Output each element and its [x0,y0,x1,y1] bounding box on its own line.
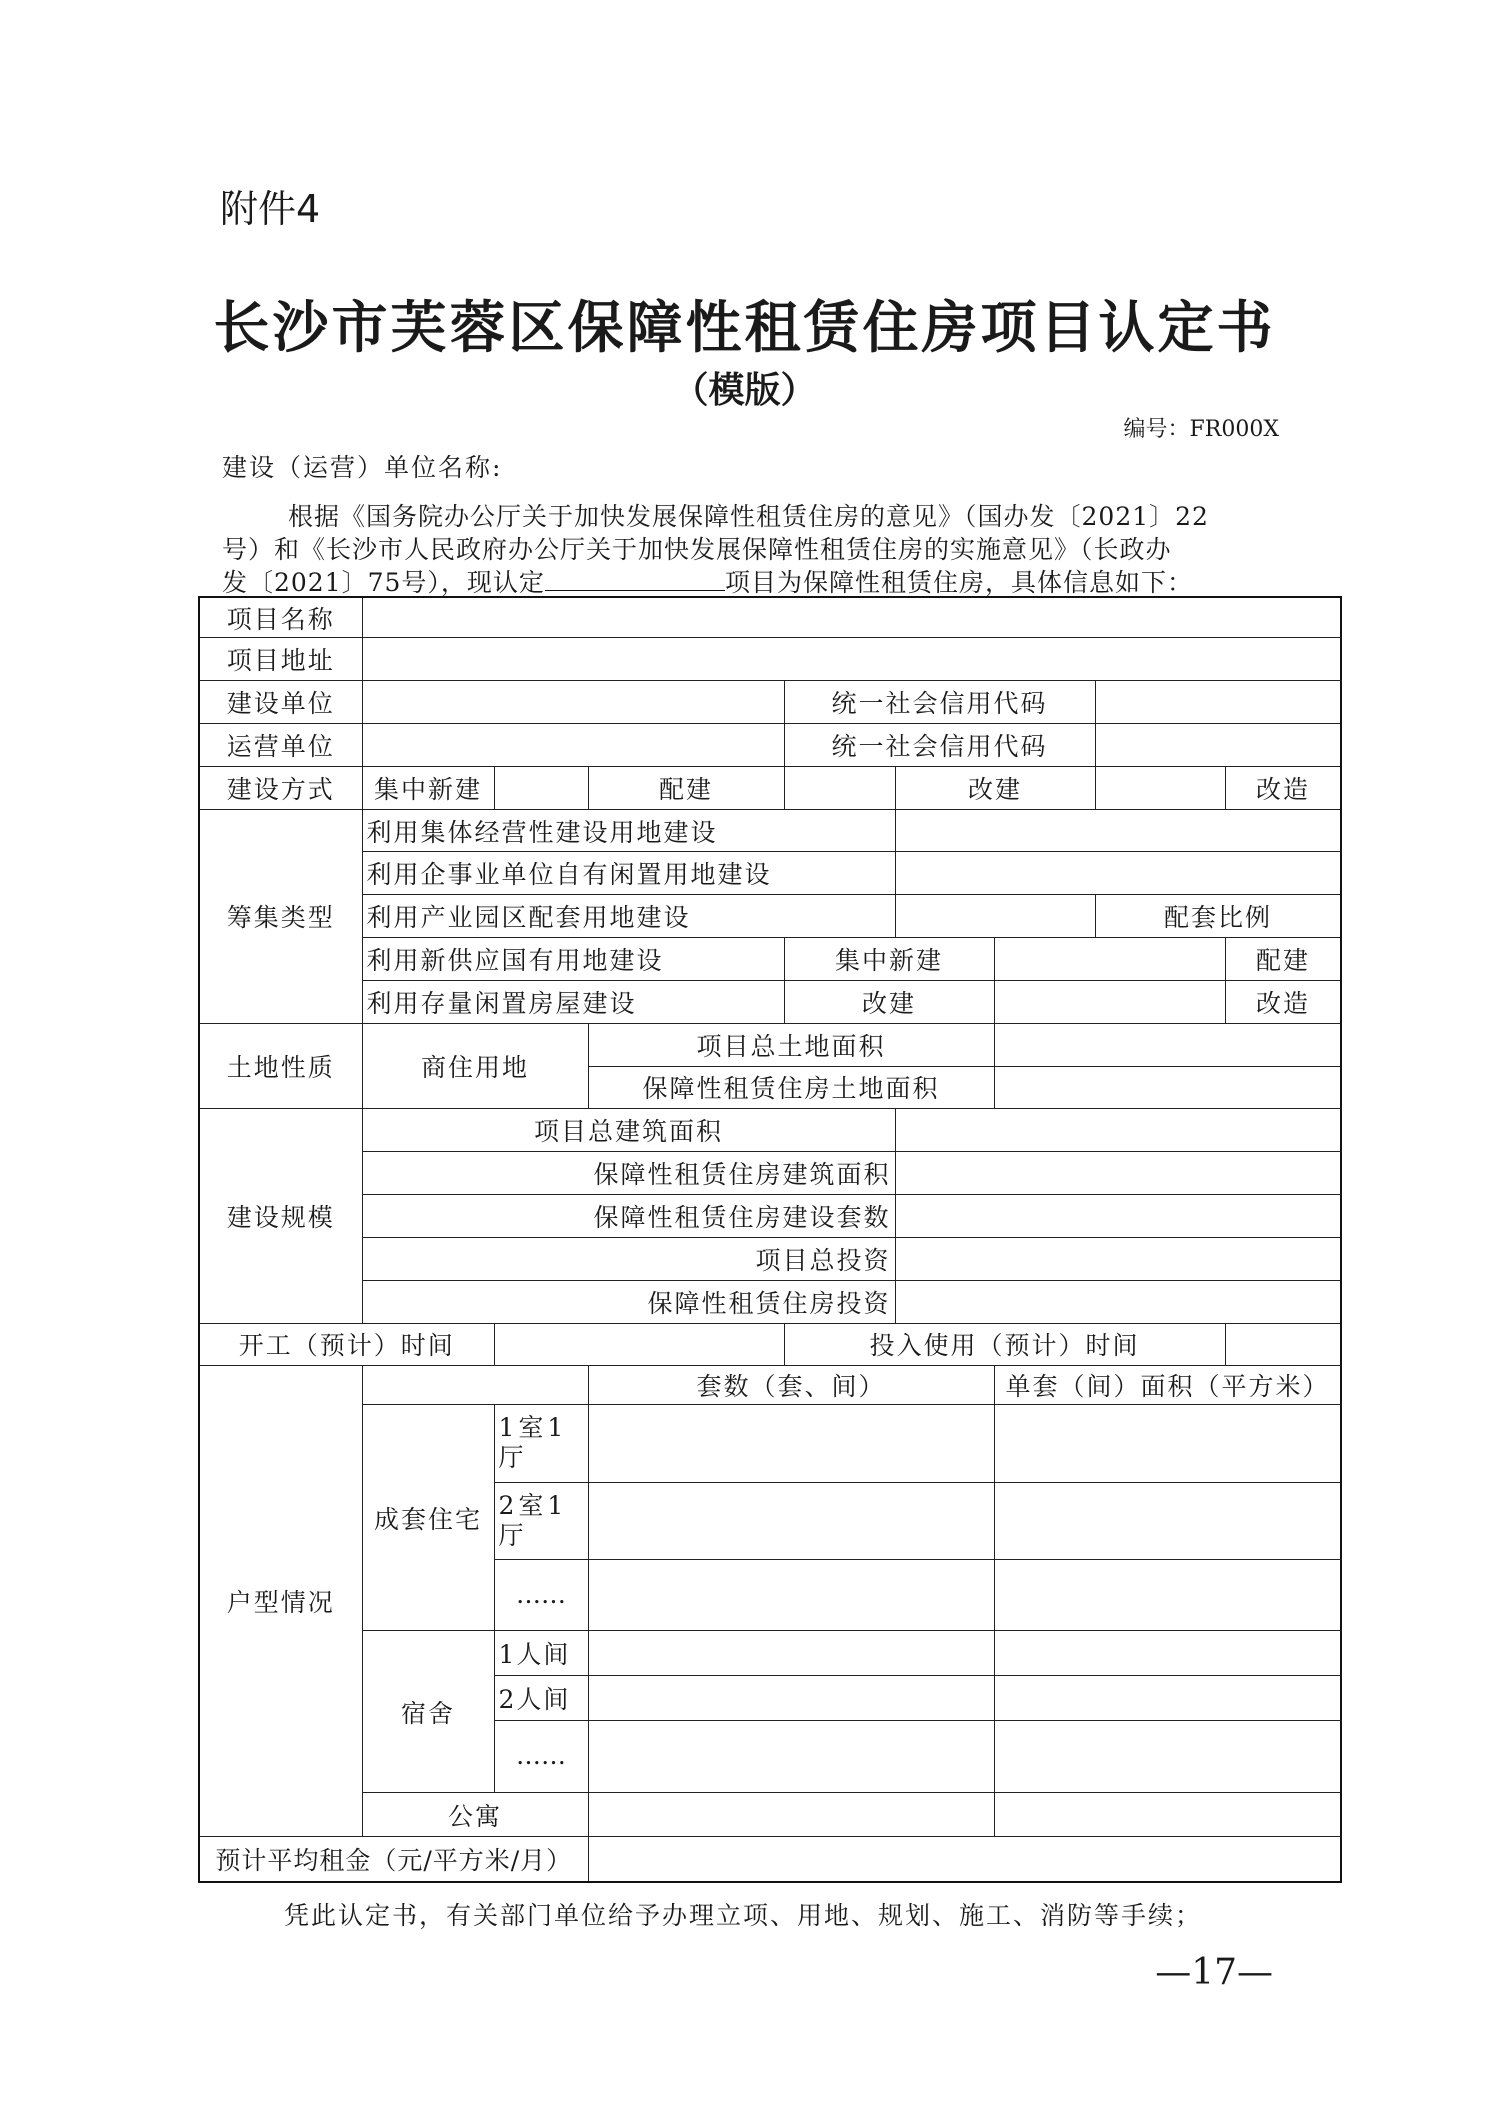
land-nature-label: 土地性质 [199,1023,362,1109]
intro-line-2: 号）和《长沙市人民政府办公厅关于加快发展保障性租赁住房的实施意见》（长政办 [222,535,1172,564]
housing-units-field[interactable] [895,1195,1341,1238]
room-1-area-field[interactable] [994,1405,1341,1483]
support-ratio-label: 配套比例 [1095,895,1341,938]
suite-ellipsis: …… [494,1560,588,1631]
intro-line-3-pre: 发〔2021〕75号），现认定 [222,568,545,597]
project-address-field[interactable] [362,638,1341,681]
table-row [199,852,1341,895]
apartment-suite-label: 成套住宅 [362,1405,494,1631]
room-2-label: 2室1厅 [494,1482,588,1560]
certification-form-table [198,596,1342,1883]
dormitory-label: 宿舍 [362,1631,494,1792]
table-row [199,1109,1341,1152]
apartment-label: 公寓 [362,1792,588,1837]
total-investment-field[interactable] [895,1237,1341,1280]
document-number: 编号：FR000X [1123,417,1279,442]
table-row [199,766,1341,809]
dorm-1-count-field[interactable] [588,1631,994,1676]
unit-types-label: 户型情况 [199,1366,362,1837]
build-unit-field[interactable] [362,681,784,724]
supporting-label: 配建 [588,766,784,809]
raise-option-3: 利用产业园区配套用地建设 [362,895,895,938]
total-land-area-label: 项目总土地面积 [588,1023,994,1066]
rebuild-field[interactable] [1095,766,1225,809]
project-name-blank[interactable] [545,568,725,591]
raise-option-2-field[interactable] [895,852,1341,895]
table-row [199,1366,1341,1405]
attachment-label: 附件4 [220,187,321,231]
table-row [199,1792,1341,1837]
intro-line-1: 根据《国务院办公厅关于加快发展保障性租赁住房的意见》（国办发〔2021〕22 [288,502,1209,531]
project-name-field[interactable] [362,597,1341,638]
room-2-count-field[interactable] [588,1482,994,1560]
start-time-label: 开工（预计）时间 [199,1323,494,1366]
land-use-label: 商住用地 [362,1023,588,1109]
page-number: —17— [1155,1952,1273,1993]
table-row [199,638,1341,681]
dorm-2-label: 2人间 [494,1676,588,1721]
project-address-label: 项目地址 [199,638,362,681]
total-build-area-label: 项目总建筑面积 [362,1109,895,1152]
housing-investment-label: 保障性租赁住房投资 [362,1280,895,1323]
dorm-1-label: 1人间 [494,1631,588,1676]
unit-count-header: 套数（套、间） [588,1366,994,1405]
raise-option-4: 利用新供应国有用地建设 [362,938,784,981]
table-row [199,1152,1341,1195]
table-row [199,895,1341,938]
dorm-ellipsis: …… [494,1721,588,1792]
use-time-field[interactable] [1225,1323,1341,1366]
dorm-2-count-field[interactable] [588,1676,994,1721]
raise-option-2: 利用企事业单位自有闲置用地建设 [362,852,895,895]
apartment-count-field[interactable] [588,1792,994,1837]
housing-units-label: 保障性租赁住房建设套数 [362,1195,895,1238]
table-row [199,938,1341,981]
room-1-count-field[interactable] [588,1405,994,1483]
table-row [199,980,1341,1023]
dorm-more-count-field[interactable] [588,1721,994,1792]
operate-unit-credit-code-label: 统一社会信用代码 [784,723,1095,766]
new-central-field[interactable] [494,766,588,809]
table-row [199,1237,1341,1280]
use-time-label: 投入使用（预计）时间 [784,1323,1225,1366]
build-unit-credit-code-label: 统一社会信用代码 [784,681,1095,724]
housing-land-area-label: 保障性租赁住房土地面积 [588,1066,994,1109]
room-2-area-field[interactable] [994,1482,1341,1560]
operate-unit-credit-code-field[interactable] [1095,723,1341,766]
unit-name-label: 建设（运营）单位名称: [222,453,503,482]
table-row [199,1631,1341,1676]
start-time-field[interactable] [494,1323,784,1366]
option-5-rebuild-field[interactable] [994,980,1225,1023]
project-name-label: 项目名称 [199,597,362,638]
table-row [199,1195,1341,1238]
housing-investment-field[interactable] [895,1280,1341,1323]
raise-option-1: 利用集体经营性建设用地建设 [362,809,895,852]
apartment-area-field[interactable] [994,1792,1341,1837]
avg-rent-field[interactable] [588,1837,1341,1882]
build-method-label: 建设方式 [199,766,362,809]
supporting-field[interactable] [784,766,895,809]
table-row [199,1023,1341,1066]
dorm-more-area-field[interactable] [994,1721,1341,1792]
option-4-supporting-label: 配建 [1225,938,1341,981]
footer-note: 凭此认定书，有关部门单位给予办理立项、用地、规划、施工、消防等手续； [284,1901,1203,1930]
intro-line-3 [222,563,1193,599]
page-subtitle: （模版） [672,369,817,411]
option-4-new-central-field[interactable] [994,938,1225,981]
housing-land-area-field[interactable] [994,1066,1341,1109]
unit-types-blank [362,1366,588,1405]
operate-unit-field[interactable] [362,723,784,766]
unit-area-header: 单套（间）面积（平方米） [994,1366,1341,1405]
table-row [199,809,1341,852]
table-row [199,1280,1341,1323]
table-row [199,597,1341,638]
table-row [199,1837,1341,1882]
total-land-area-field[interactable] [994,1023,1341,1066]
housing-build-area-field[interactable] [895,1152,1341,1195]
operate-unit-label: 运营单位 [199,723,362,766]
renovate-label: 改造 [1225,766,1341,809]
raise-type-label: 筹集类型 [199,809,362,1023]
option-4-new-central-label: 集中新建 [784,938,994,981]
new-central-label: 集中新建 [362,766,494,809]
table-row [199,1405,1341,1483]
table-row [199,723,1341,766]
room-1-label: 1室1厅 [494,1405,588,1483]
raise-option-5: 利用存量闲置房屋建设 [362,980,784,1023]
raise-option-3-field[interactable] [895,895,1095,938]
dorm-2-area-field[interactable] [994,1676,1341,1721]
build-scale-label: 建设规模 [199,1109,362,1323]
suite-more-count-field[interactable] [588,1560,994,1631]
rebuild-label: 改建 [895,766,1095,809]
option-5-renovate-label: 改造 [1225,980,1341,1023]
page-title: 长沙市芙蓉区保障性租赁住房项目认定书 [213,295,1276,361]
build-unit-credit-code-field[interactable] [1095,681,1341,724]
raise-option-1-field[interactable] [895,809,1341,852]
housing-build-area-label: 保障性租赁住房建筑面积 [362,1152,895,1195]
table-row [199,1323,1341,1366]
total-investment-label: 项目总投资 [362,1237,895,1280]
total-build-area-field[interactable] [895,1109,1341,1152]
table-row [199,681,1341,724]
intro-line-3-post: 项目为保障性租赁住房，具体信息如下： [724,568,1193,597]
dorm-1-area-field[interactable] [994,1631,1341,1676]
suite-more-area-field[interactable] [994,1560,1341,1631]
avg-rent-label: 预计平均租金（元/平方米/月） [199,1837,588,1882]
option-5-rebuild-label: 改建 [784,980,994,1023]
build-unit-label: 建设单位 [199,681,362,724]
